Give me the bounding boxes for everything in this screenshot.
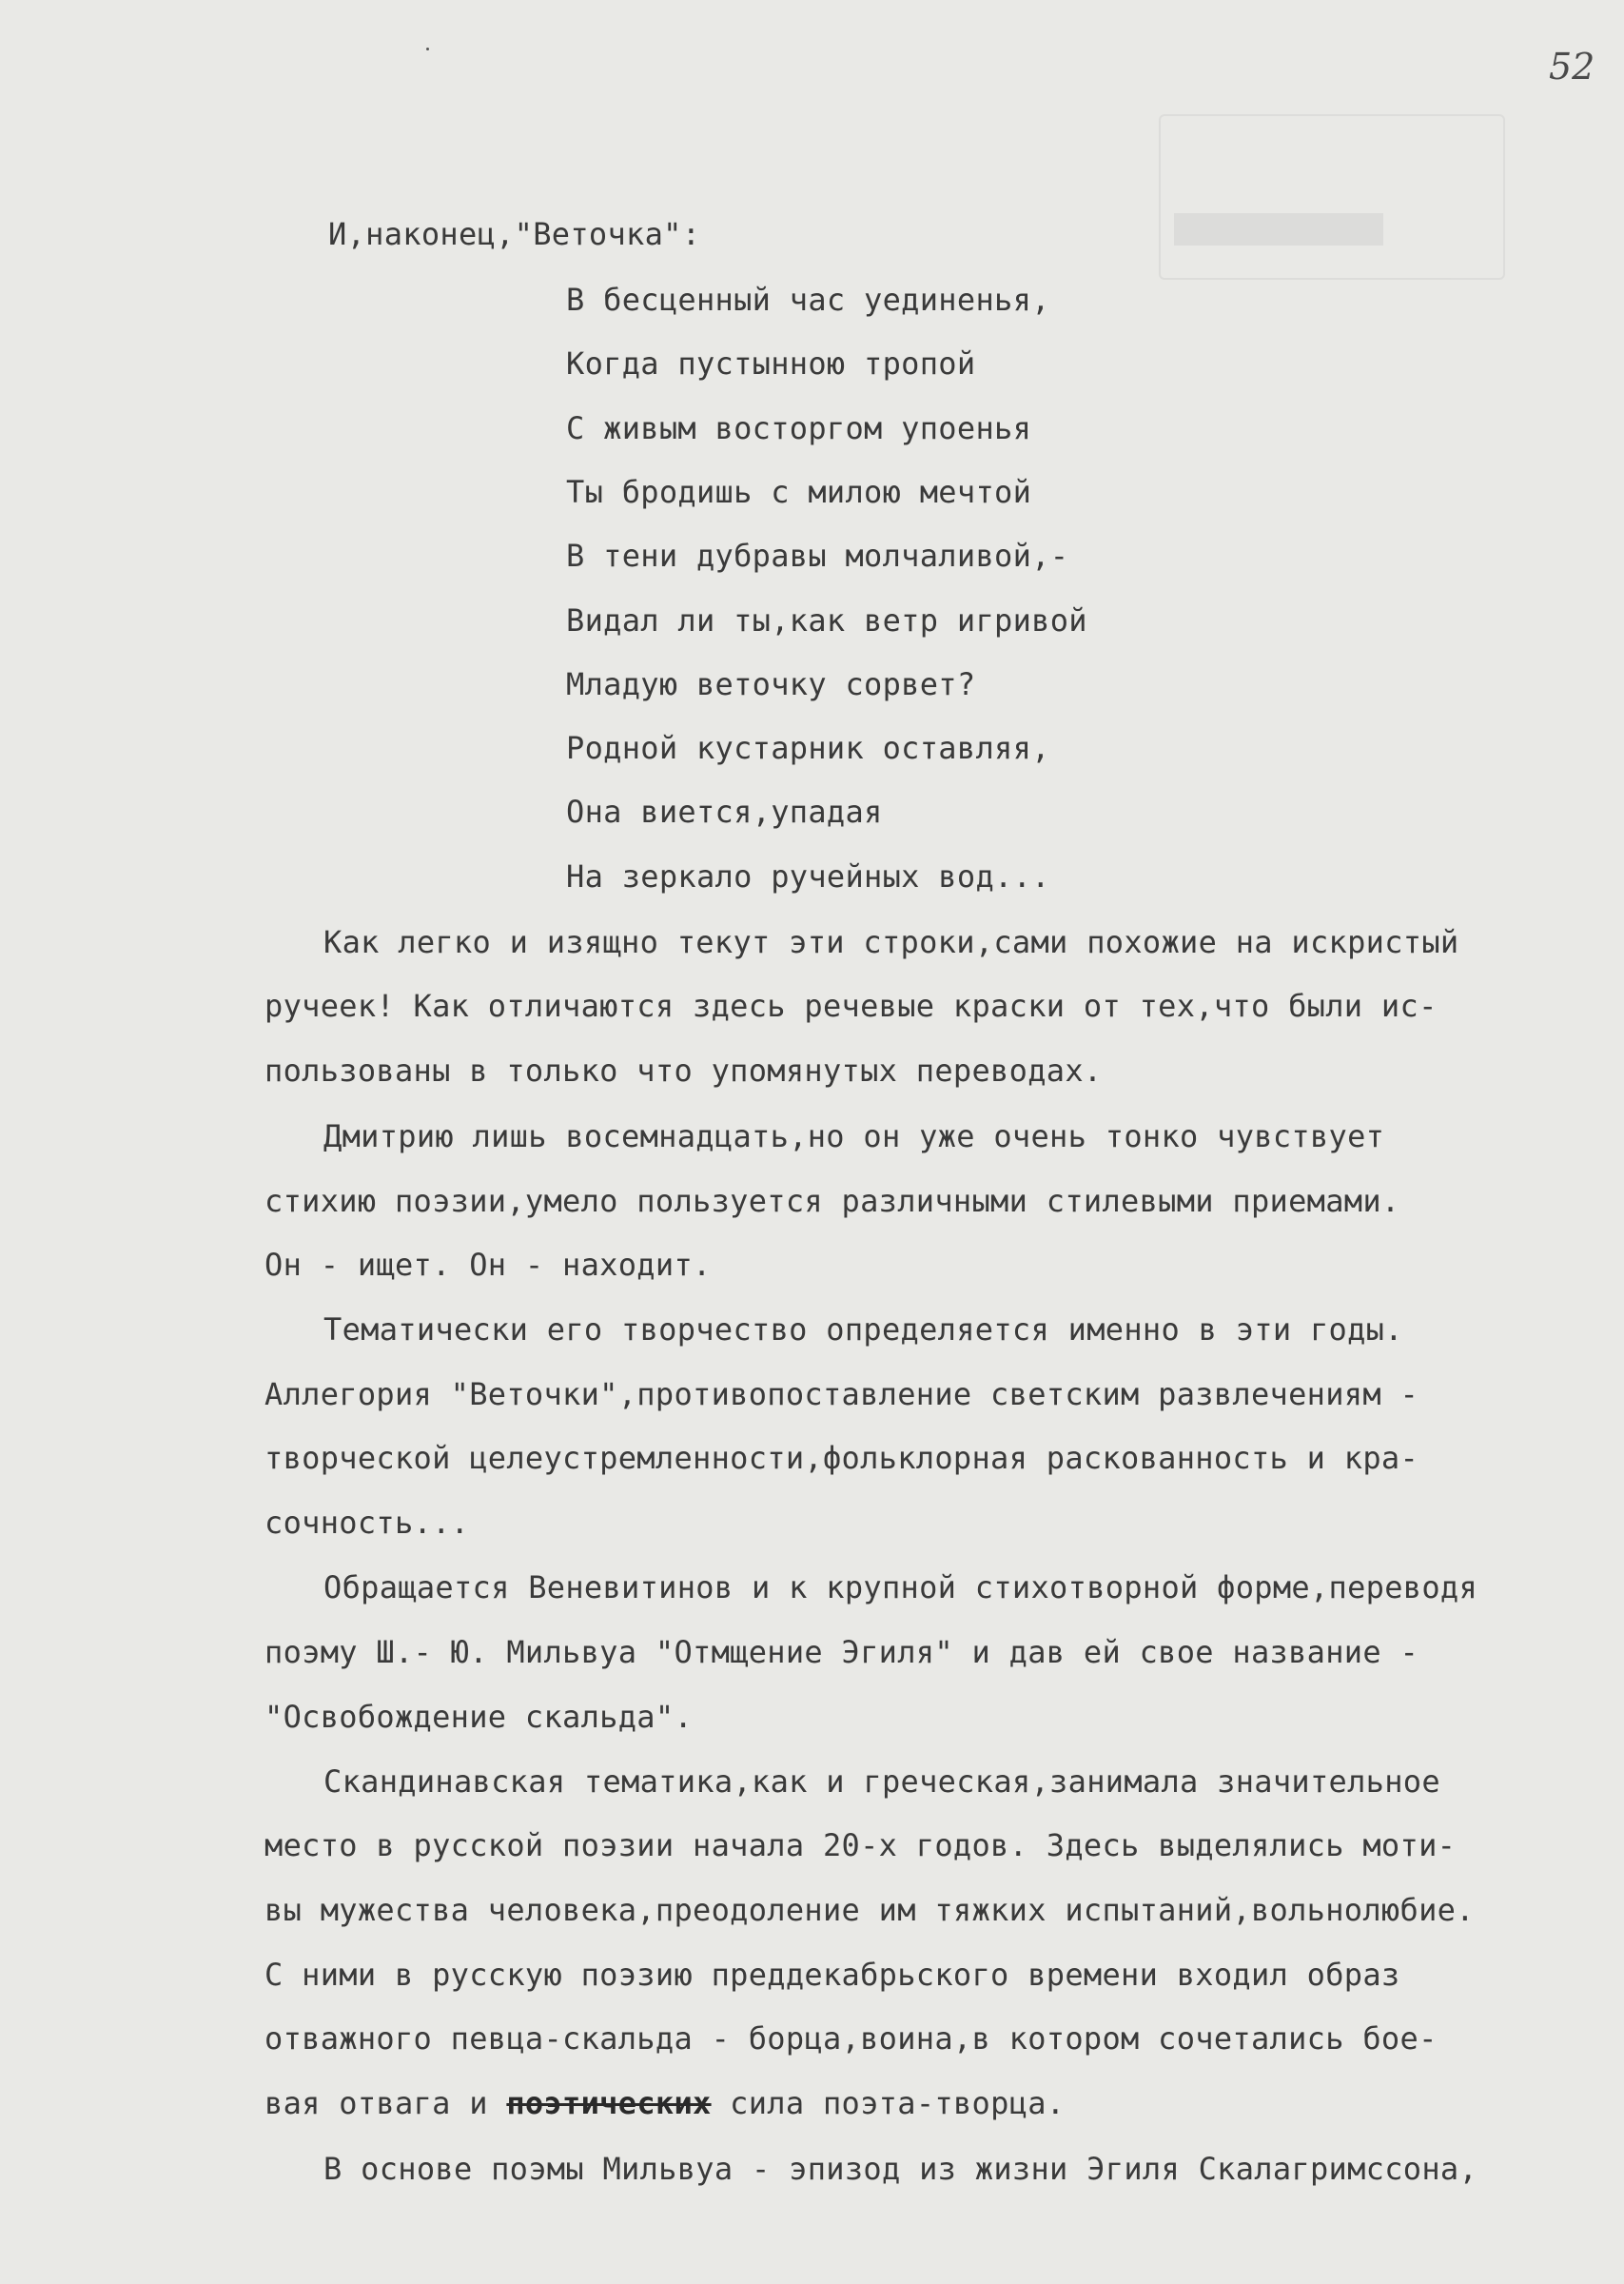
verse-line: В тени дубравы молчаливой,- xyxy=(566,538,1069,574)
paragraph-line: Как легко и изящно текут эти строки,сами похожие на искристый xyxy=(323,924,1459,960)
paragraph-line-with-strikeout xyxy=(264,2084,1065,2122)
verse-line: С живым восторгом упоенья xyxy=(566,410,1032,446)
paragraph-line: Он - ищет. Он - находит. xyxy=(264,1247,712,1283)
section-heading: И,наконец,"Веточка": xyxy=(328,216,701,252)
verse-line: На зеркало ручейных вод... xyxy=(566,858,1050,895)
paragraph-line: место в русской поэзии начала 20-х годов. Здесь выделялись моти- xyxy=(264,1827,1457,1863)
verse-line: Младую веточку сорвет? xyxy=(566,666,976,702)
paragraph-line: Аллегория "Веточки",противопоставление светским развлечениям - xyxy=(264,1376,1419,1412)
paragraph-line: В основе поэмы Мильвуа - эпизод из жизни Эгиля Скалагримссона, xyxy=(323,2151,1478,2187)
verse-line: В бесценный час уединенья, xyxy=(566,282,1050,318)
paragraph-line: "Освобождение скальда". xyxy=(264,1699,694,1735)
paragraph-line: творческой целеустремленности,фольклорная раскованность и кра- xyxy=(264,1440,1419,1476)
paragraph-line: Обращается Веневитинов и к крупной стихотворной форме,переводя xyxy=(323,1569,1478,1605)
paragraph-line: поэму Ш.- Ю. Мильвуа "Отмщение Эгиля" и дав ей свое название - xyxy=(264,1634,1419,1670)
paragraph-line: Дмитрию лишь восемнадцать,но он уже очень тонко чувствует xyxy=(323,1118,1385,1154)
paragraph-line: ручеек! Как отличаются здесь речевые краски от тех,что были ис- xyxy=(264,988,1438,1024)
paragraph-line: пользованы в только что упомянутых переводах. xyxy=(264,1053,1103,1089)
struck-out-word: поэтических xyxy=(506,2085,712,2121)
text-before-strikeout: вая отвага и xyxy=(264,2085,507,2121)
text-after-strikeout: сила поэта-творца. xyxy=(711,2085,1066,2121)
verse-line: Когда пустынною тропой xyxy=(566,345,976,382)
page-number: 52 xyxy=(1549,46,1595,88)
verse-line: Ты бродишь с милою мечтой xyxy=(566,474,1032,510)
verse-line: Видал ли ты,как ветр игривой xyxy=(566,602,1087,639)
ink-speck xyxy=(426,48,429,50)
paragraph-line: сочность... xyxy=(264,1505,470,1541)
verse-line: Она виется,упадая xyxy=(566,794,883,830)
paragraph-line: стихию поэзии,умело пользуется различными стилевыми приемами. xyxy=(264,1183,1400,1219)
paragraph-line: С ними в русскую поэзию преддекабрьского времени входил образ xyxy=(264,1957,1400,1993)
faint-stamp-bleedthrough xyxy=(1159,114,1505,280)
verse-line: Родной кустарник оставляя, xyxy=(566,730,1050,766)
paragraph-line: Тематически его творчество определяется именно в эти годы. xyxy=(323,1311,1403,1348)
paragraph-line: вы мужества человека,преодоление им тяжких испытаний,вольнолюбие. xyxy=(264,1892,1475,1928)
paragraph-line: отважного певца-скальда - борца,воина,в котором сочетались бое- xyxy=(264,2020,1438,2057)
paragraph-line: Скандинавская тематика,как и греческая,занимала значительное xyxy=(323,1763,1440,1800)
